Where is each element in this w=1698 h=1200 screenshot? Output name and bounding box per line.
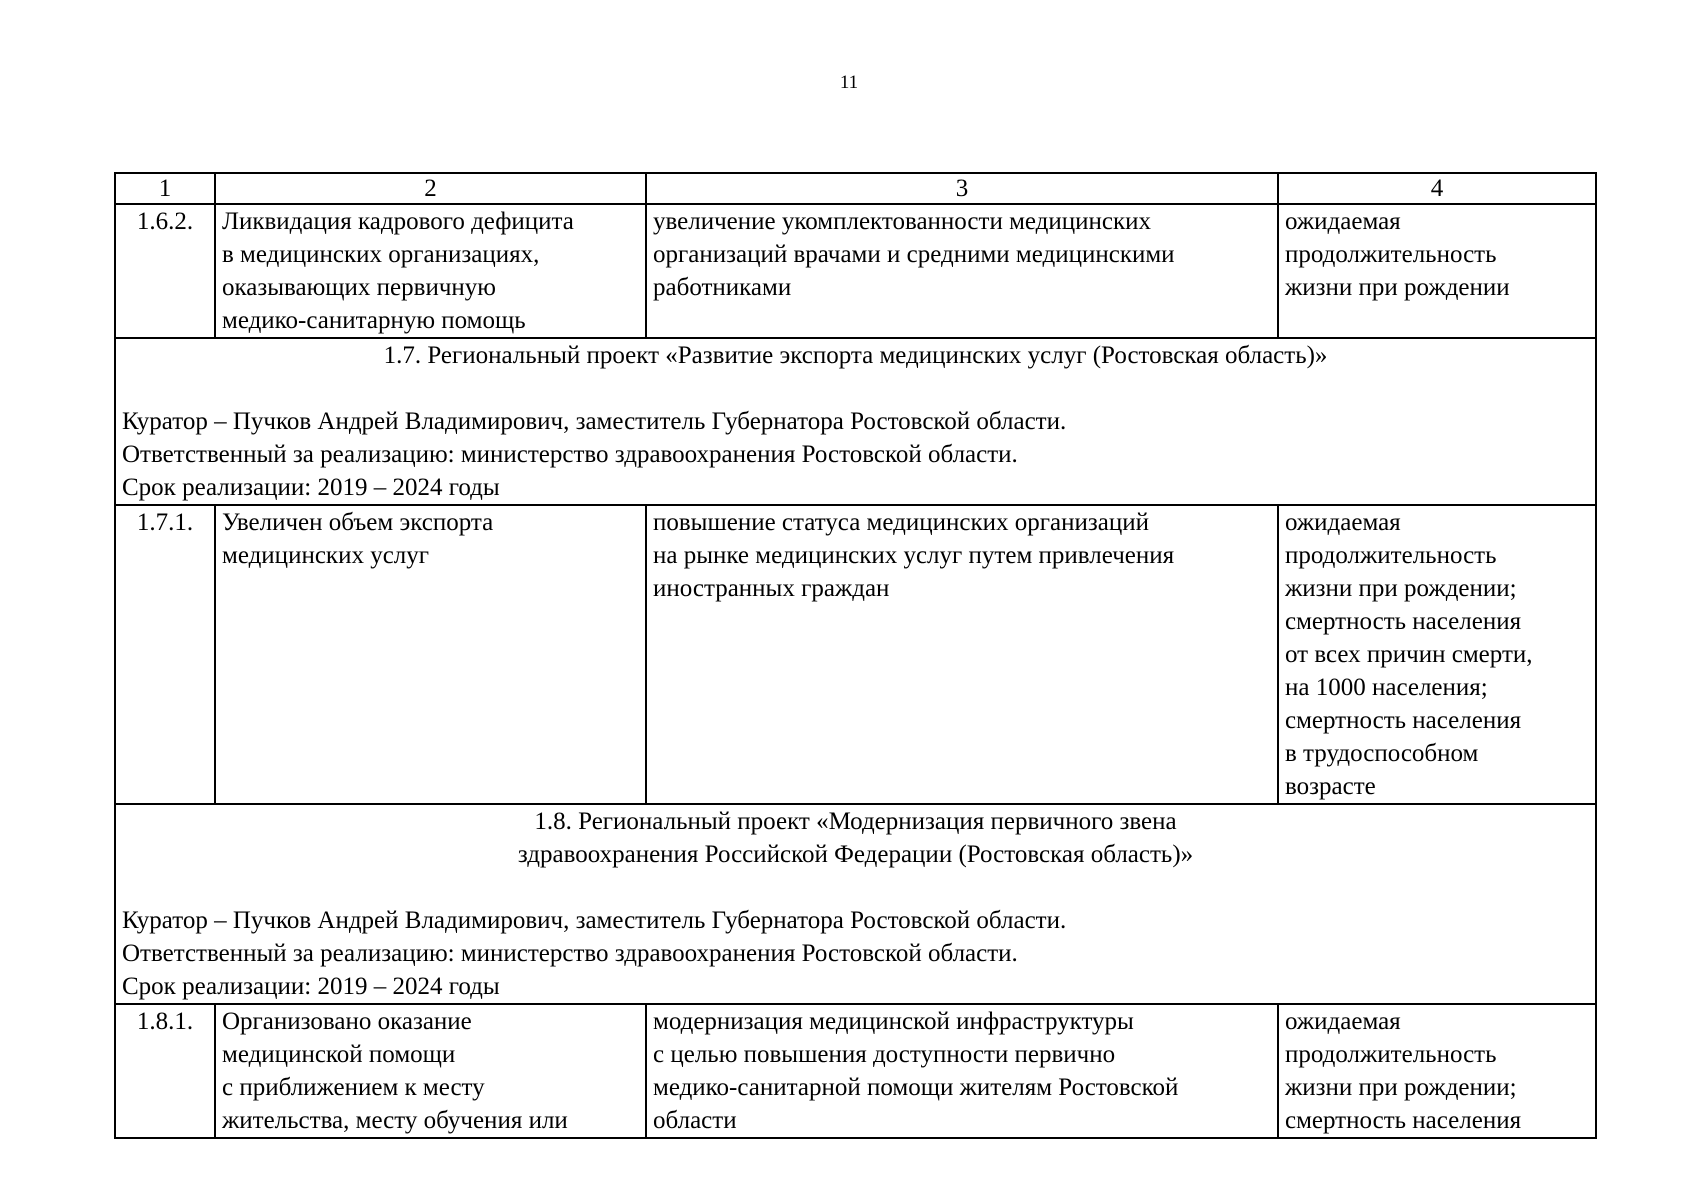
measure-indicator: ожидаемая продолжительность жизни при рождении bbox=[1278, 204, 1596, 338]
section-term: Срок реализации: 2019 – 2024 годы bbox=[122, 474, 500, 501]
row-number: 1.8.1. bbox=[115, 1004, 215, 1138]
measure-result: повышение статуса медицинских организаций на рынке медицинских услуг путем привлечения иностранных граждан bbox=[646, 505, 1278, 804]
section-1-8 bbox=[115, 804, 1596, 1004]
section-curator: Куратор – Пучков Андрей Владимирович, заместитель Губернатора Ростовской области. bbox=[122, 408, 1067, 435]
section-1-7 bbox=[115, 338, 1596, 505]
measure-name: Ликвидация кадрового дефицита в медицинских организациях, оказывающих первичную медико-санитарную помощь bbox=[215, 204, 646, 338]
row-number: 1.7.1. bbox=[115, 505, 215, 804]
section-spacer bbox=[122, 871, 1589, 904]
measure-result: модернизация медицинской инфраструктуры с целью повышения доступности первично медико-санитарной помощи жителям Ростовской области bbox=[646, 1004, 1278, 1138]
measures-table bbox=[114, 172, 1597, 1139]
section-row bbox=[115, 338, 1596, 505]
header-cell-3: 3 bbox=[646, 173, 1278, 204]
header-row bbox=[115, 173, 1596, 204]
table-row bbox=[115, 505, 1596, 804]
section-responsible: Ответственный за реализацию: министерство здравоохранения Ростовской области. bbox=[122, 441, 1018, 468]
measure-indicator: ожидаемая продолжительность жизни при рождении; смертность населения от всех причин смерти, на 1000 населения; смертность населения в трудоспособном возрасте bbox=[1278, 505, 1596, 804]
section-title: 1.8. Региональный проект «Модернизация первичного звена здравоохранения Российской Федерации (Ростовская область)» bbox=[517, 808, 1194, 868]
measure-name: Увеличен объем экспорта медицинских услуг bbox=[215, 505, 646, 804]
section-curator: Куратор – Пучков Андрей Владимирович, заместитель Губернатора Ростовской области. bbox=[122, 907, 1067, 934]
measure-name: Организовано оказание медицинской помощи с приближением к месту жительства, месту обучения или bbox=[215, 1004, 646, 1138]
section-term: Срок реализации: 2019 – 2024 годы bbox=[122, 973, 500, 1000]
measure-indicator: ожидаемая продолжительность жизни при рождении; смертность населения bbox=[1278, 1004, 1596, 1138]
header-cell-4: 4 bbox=[1278, 173, 1596, 204]
header-cell-1: 1 bbox=[115, 173, 215, 204]
page-number: 11 bbox=[839, 72, 859, 93]
row-number: 1.6.2. bbox=[115, 204, 215, 338]
header-cell-2: 2 bbox=[215, 173, 646, 204]
section-row bbox=[115, 804, 1596, 1004]
measure-result: увеличение укомплектованности медицинских организаций врачами и средними медицинскими работниками bbox=[646, 204, 1278, 338]
section-title: 1.7. Региональный проект «Развитие экспорта медицинских услуг (Ростовская область)» bbox=[383, 342, 1328, 369]
table-row bbox=[115, 1004, 1596, 1138]
section-responsible: Ответственный за реализацию: министерство здравоохранения Ростовской области. bbox=[122, 940, 1018, 967]
table-row bbox=[115, 204, 1596, 338]
section-spacer bbox=[122, 372, 1589, 405]
